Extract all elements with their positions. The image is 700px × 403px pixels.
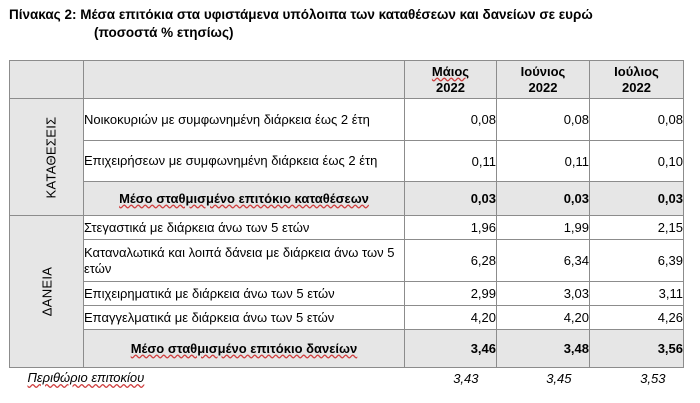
table-title-line2: (ποσοστά % ετησίως) xyxy=(94,25,234,40)
margin-label: Περιθώριο επιτοκίου xyxy=(27,370,145,385)
loans-total-label: Μέσο σταθμισμένο επιτόκιο δανείων xyxy=(130,340,358,356)
deposits-total-label: Μέσο σταθμισμένο επιτόκιο καταθέσεων xyxy=(119,190,369,206)
row-value: 0,10 xyxy=(590,141,684,182)
row-label: Καταναλωτικά και λοιπά δάνεια με διάρκεια άνω των 5 ετών xyxy=(84,240,405,282)
row-value: 0,11 xyxy=(405,141,497,182)
row-value: 4,20 xyxy=(405,306,497,330)
column-month: Ιούνιος xyxy=(520,63,566,79)
row-value: 3,56 xyxy=(590,330,684,368)
row-value: 0,08 xyxy=(405,99,497,141)
row-label: Νοικοκυριών με συμφωνημένη διάρκεια έως 2 έτη xyxy=(84,99,405,141)
table-title-line1: Πίνακας 2: Μέσα επιτόκια στα υφιστάμενα υπόλοιπα των καταθέσεων και δανείων σε ευρώ xyxy=(9,7,593,22)
column-header xyxy=(497,61,590,99)
table-row xyxy=(10,141,684,182)
interest-rates-table xyxy=(9,60,684,388)
row-value: 0,03 xyxy=(590,182,684,216)
table-title xyxy=(9,6,593,42)
row-value: 0,08 xyxy=(590,99,684,141)
row-label: Επαγγελματικά με διάρκεια άνω των 5 ετών xyxy=(84,306,405,330)
header-row xyxy=(10,61,684,99)
row-value: 2,99 xyxy=(405,282,497,306)
table-row xyxy=(10,240,684,282)
row-label xyxy=(84,330,405,368)
row-label: Επιχειρήσεων με συμφωνημένη διάρκεια έως 2 έτη xyxy=(84,141,405,182)
column-year: 2022 xyxy=(622,79,651,95)
table-row xyxy=(10,216,684,240)
row-value: 6,34 xyxy=(497,240,590,282)
header-label-cell xyxy=(84,61,405,99)
column-year: 2022 xyxy=(436,79,465,95)
header-corner-cell xyxy=(10,61,84,99)
row-label xyxy=(10,368,405,389)
row-label: Στεγαστικά με διάρκεια άνω των 5 ετών xyxy=(84,216,405,240)
table-row xyxy=(10,99,684,141)
column-header xyxy=(590,61,684,99)
row-value: 1,96 xyxy=(405,216,497,240)
row-value: 0,11 xyxy=(497,141,590,182)
row-value: 3,03 xyxy=(497,282,590,306)
row-value: 0,03 xyxy=(405,182,497,216)
row-value: 3,43 xyxy=(405,368,497,389)
deposits-group-cell xyxy=(10,99,84,216)
row-value: 3,11 xyxy=(590,282,684,306)
row-value: 4,20 xyxy=(497,306,590,330)
loans-total-row xyxy=(10,330,684,368)
row-label xyxy=(84,182,405,216)
row-value: 6,28 xyxy=(405,240,497,282)
row-value: 2,15 xyxy=(590,216,684,240)
column-month: Ιούλιος xyxy=(614,63,659,79)
loans-group-cell xyxy=(10,216,84,368)
table-row xyxy=(10,306,684,330)
row-value: 3,46 xyxy=(405,330,497,368)
deposits-total-row xyxy=(10,182,684,216)
row-value: 6,39 xyxy=(590,240,684,282)
row-value: 3,53 xyxy=(590,368,684,389)
row-value: 3,48 xyxy=(497,330,590,368)
row-value: 3,45 xyxy=(497,368,590,389)
margin-row xyxy=(10,368,684,389)
row-value: 1,99 xyxy=(497,216,590,240)
row-label: Επιχειρηματικά με διάρκεια άνω των 5 ετών xyxy=(84,282,405,306)
column-header xyxy=(405,61,497,99)
column-month: Μάιος xyxy=(431,63,470,79)
column-year: 2022 xyxy=(528,79,558,95)
row-value: 4,26 xyxy=(590,306,684,330)
row-value: 0,03 xyxy=(497,182,590,216)
row-value: 0,08 xyxy=(497,99,590,141)
table-row xyxy=(10,282,684,306)
deposits-group-label: ΚΑΤΑΘΕΣΕΙΣ xyxy=(43,116,59,198)
loans-group-label: ΔΑΝΕΙΑ xyxy=(39,266,54,317)
